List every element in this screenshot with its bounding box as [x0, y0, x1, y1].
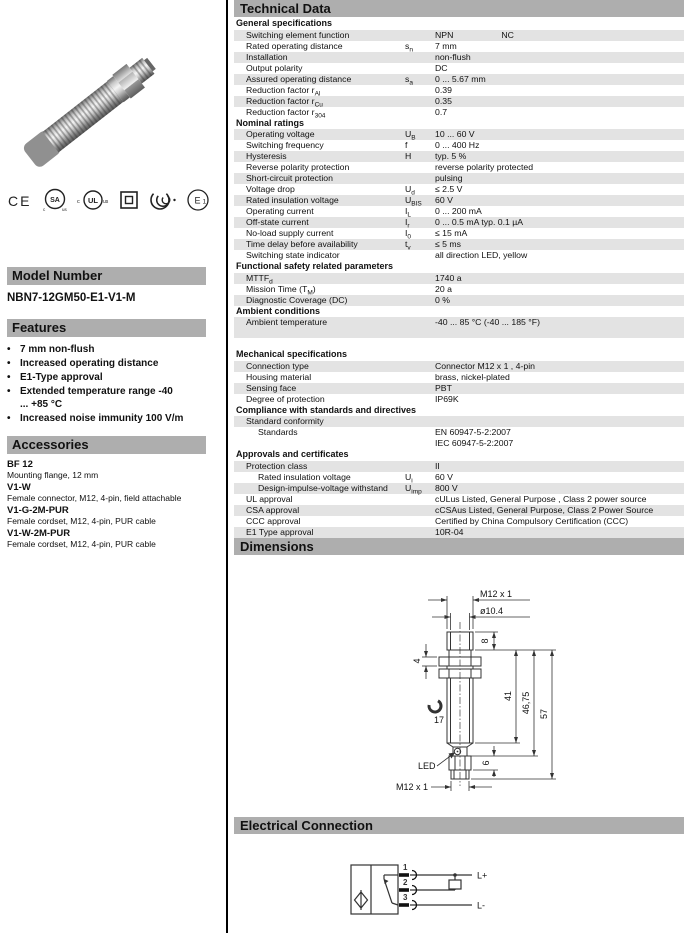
- spec-symbol: $U_d$: [405, 184, 415, 197]
- spec-symbol: [405, 52, 435, 63]
- spec-row: [234, 151, 684, 162]
- wiring-diagram: [234, 855, 684, 933]
- dim-label: 6: [481, 760, 491, 766]
- spec-section-title: General specifications: [236, 18, 333, 28]
- spec-label: Off-state current: [246, 217, 309, 227]
- terminal-minus-label: L-: [477, 900, 486, 911]
- svg-text:us: us: [62, 207, 67, 212]
- spec-row: [234, 228, 684, 239]
- spec-value: Connector M12 x 1 , 4-pin: [435, 360, 535, 371]
- spec-section-title: Ambient conditions: [236, 305, 320, 316]
- spec-label: CCC approval: [246, 515, 301, 526]
- feature-item: • E1-Type approval: [7, 372, 103, 383]
- spec-value: 0 ... 0.5 mA typ. 0.1 µA: [435, 217, 524, 227]
- spec-label: Sensing face: [246, 382, 297, 393]
- accessory-name: V1-G-2M-PUR: [7, 505, 69, 516]
- spec-value: PBT: [435, 382, 452, 393]
- spec-row-spacer: [234, 338, 684, 349]
- spec-row: [234, 383, 684, 394]
- spec-value: ≤ 15 mA: [435, 228, 468, 238]
- spec-row: [234, 516, 684, 527]
- spec-value: ≤ 5 ms: [435, 239, 462, 249]
- feature-item: • Increased operating distance: [7, 358, 159, 369]
- spec-label: Installation: [246, 51, 288, 62]
- spec-row: [234, 284, 684, 295]
- spec-label: Rated operating distance: [246, 40, 343, 51]
- dim-label: 4: [412, 658, 422, 664]
- spec-symbol: f: [405, 140, 408, 150]
- insulation-class-ii-icon: [116, 187, 142, 213]
- spec-value: 10 ... 60 V: [435, 129, 475, 139]
- spec-symbol: [405, 394, 435, 405]
- spec-row: [234, 250, 684, 261]
- right-column: [234, 0, 684, 933]
- spec-value: 20 a: [435, 283, 452, 294]
- spec-value: -40 ... 85 °C (-40 ... 185 °F): [435, 317, 540, 327]
- spec-value: 0.7: [435, 106, 448, 117]
- spec-section-title: Compliance with standards and directives: [236, 404, 417, 415]
- spec-symbol: [405, 494, 435, 505]
- accessory-desc: Mounting flange, 12 mm: [7, 470, 99, 480]
- spec-value: 60 V: [435, 195, 453, 205]
- spec-symbol: [405, 317, 435, 338]
- spec-row: [234, 129, 684, 140]
- spec-symbol: [405, 516, 435, 527]
- spec-symbol: [405, 96, 435, 107]
- spec-symbol: [405, 505, 435, 516]
- dim-label: 8: [480, 638, 490, 644]
- spec-symbol: [405, 30, 435, 41]
- spec-row: [234, 394, 684, 405]
- spec-row: [234, 217, 684, 228]
- svg-text:CE: CE: [8, 193, 32, 209]
- svg-text:us: us: [103, 199, 109, 205]
- dim-label: 41: [503, 690, 513, 702]
- spec-symbol: $s_a$: [405, 73, 413, 87]
- spec-value: brass, nickel-plated: [435, 371, 510, 382]
- electrical-connection-header: Electrical Connection: [234, 817, 684, 834]
- dim-label: 57: [539, 708, 549, 720]
- features-header: Features: [7, 319, 206, 337]
- wrench-size-label: 17: [433, 715, 445, 725]
- dimensions-header: Dimensions: [234, 538, 684, 555]
- certification-row: [6, 187, 214, 213]
- bullet-icon: •: [7, 413, 11, 424]
- spec-row: [234, 295, 684, 306]
- spec-section-title: Approvals and certificates: [236, 449, 349, 459]
- spec-value: 60 V: [435, 471, 453, 482]
- spec-label: Rated insulation voltage: [246, 195, 339, 205]
- spec-row: [234, 273, 684, 284]
- product-photo: [12, 4, 212, 184]
- terminal-plus-label: L+: [477, 870, 488, 881]
- svg-text:SA: SA: [50, 197, 61, 204]
- spec-row: [234, 239, 684, 250]
- spec-symbol: [405, 383, 435, 394]
- spec-label: Design-impulse-voltage withstand: [258, 482, 388, 493]
- spec-row: [234, 361, 684, 372]
- spec-label: No-load supply current: [246, 228, 334, 238]
- bullet-icon: •: [7, 386, 11, 397]
- svg-text:UL: UL: [88, 196, 99, 205]
- spec-row: [234, 461, 684, 472]
- accessory-item: [7, 482, 212, 503]
- spec-row: [234, 74, 684, 85]
- accessories-header: Accessories: [7, 436, 206, 454]
- spec-symbol: H: [405, 151, 412, 161]
- spec-label: Voltage drop: [246, 184, 295, 194]
- technical-table: [234, 18, 684, 538]
- spec-label: Standards: [258, 427, 298, 437]
- spec-value: non-flush: [435, 51, 471, 62]
- spec-row: [234, 30, 684, 41]
- bullet-icon: •: [7, 358, 11, 369]
- feature-item: • Extended temperature range -40 ... +85 °C: [7, 386, 173, 410]
- accessory-desc: Female cordset, M12, 4-pin, PUR cable: [7, 539, 156, 549]
- spec-label: Mission Time $(T_M)$: [246, 283, 316, 295]
- spec-row: [234, 494, 684, 505]
- spec-section-title: Mechanical specifications: [236, 349, 348, 359]
- spec-symbol: [405, 250, 435, 261]
- spec-symbol: $U_{BIS}$: [405, 195, 422, 208]
- junction-dot: [453, 873, 457, 877]
- spec-symbol: [405, 85, 435, 96]
- spec-symbol: $I_r$: [405, 217, 410, 230]
- accessory-item: [7, 528, 212, 549]
- load-resistor: [449, 880, 461, 889]
- spec-value: Certified by China Compulsory Certification (CCC): [435, 515, 629, 526]
- dim-label: M12 x 1: [480, 589, 513, 599]
- spec-symbol: [405, 273, 435, 284]
- pin-number: 1: [403, 863, 408, 872]
- svg-text:c: c: [43, 207, 46, 212]
- spec-symbol: [405, 427, 435, 449]
- accessory-desc: Female cordset, M12, 4-pin, PUR cable: [7, 516, 156, 526]
- spec-symbol: $I_0$: [405, 228, 412, 241]
- spec-row: [234, 427, 684, 449]
- spec-row: [234, 41, 684, 52]
- accessory-name: BF 12: [7, 459, 33, 470]
- spec-section-title: Functional safety related parameters: [236, 261, 394, 271]
- spec-row: [234, 416, 684, 427]
- dim-label: M12 x 1: [395, 782, 428, 792]
- spec-label: Ambient temperature: [246, 317, 328, 327]
- spec-symbol: [405, 162, 435, 173]
- spec-value: 0.39: [435, 84, 452, 95]
- wrench-icon: [427, 698, 443, 714]
- spec-row: [234, 140, 684, 151]
- spec-value: NPN NC: [435, 29, 514, 40]
- spec-label: Degree of protection: [246, 393, 325, 404]
- spec-label: Reduction factor $r_{Al}$: [246, 84, 321, 96]
- spec-symbol: [405, 63, 435, 74]
- spec-row: [234, 96, 684, 107]
- technical-data-header: Technical Data: [234, 0, 684, 17]
- spec-label: Connection type: [246, 360, 309, 371]
- accessory-name: V1-W: [7, 482, 31, 493]
- sensor-symbol-box: [351, 865, 398, 914]
- spec-label: Rated insulation voltage: [258, 471, 351, 482]
- spec-label: Output polarity: [246, 62, 303, 73]
- spec-value: all direction LED, yellow: [435, 250, 528, 260]
- spec-symbol: [405, 284, 435, 295]
- accessory-desc: Female connector, M12, 4-pin, field attachable: [7, 493, 182, 503]
- spec-label: Short-circuit protection: [246, 173, 333, 183]
- spec-row: [234, 184, 684, 195]
- spec-row: [234, 317, 684, 338]
- spec-label: Switching element function: [246, 29, 350, 40]
- spec-symbol: [405, 107, 435, 118]
- cul-us-mark-icon: [76, 187, 110, 213]
- spec-row: [234, 52, 684, 63]
- svg-text:1: 1: [202, 198, 207, 206]
- spec-value: ≤ 2.5 V: [435, 184, 463, 194]
- features-list: [7, 343, 206, 426]
- accessory-item: [7, 505, 212, 526]
- spec-value: II: [435, 460, 440, 471]
- spec-label: Switching state indicator: [246, 250, 340, 260]
- left-column: [0, 0, 226, 933]
- spec-symbol: $I_L$: [405, 206, 412, 219]
- spec-value: 0 ... 400 Hz: [435, 140, 480, 150]
- spec-row: [234, 372, 684, 383]
- spec-symbol: [405, 295, 435, 306]
- spec-symbol: $U_{imp}$: [405, 482, 422, 496]
- spec-row: [234, 505, 684, 516]
- ccc-mark-icon: [147, 187, 179, 213]
- dim-label: 46,75: [521, 691, 531, 715]
- spec-value: 0 ... 200 mA: [435, 206, 482, 216]
- spec-label: Assured operating distance: [246, 73, 352, 84]
- feature-item: • 7 mm non-flush: [7, 344, 95, 355]
- spec-value: typ. 5 %: [435, 151, 467, 161]
- spec-label: CSA approval: [246, 504, 300, 515]
- spec-row: [234, 206, 684, 217]
- accessories-list: [7, 459, 212, 551]
- accessory-name: V1-W-2M-PUR: [7, 528, 71, 539]
- spec-symbol: $t_v$: [405, 239, 411, 252]
- technical-data-section: [234, 0, 684, 538]
- spec-value: 800 V: [435, 482, 458, 493]
- spec-symbol: [405, 173, 435, 184]
- ce-mark-icon: [6, 187, 36, 213]
- spec-label: Reverse polarity protection: [246, 162, 350, 172]
- bullet-icon: •: [7, 372, 11, 383]
- spec-symbol: [405, 461, 435, 472]
- bullet-icon: •: [7, 344, 11, 355]
- spec-label: Operating current: [246, 206, 314, 216]
- spec-value: 1740 a: [435, 272, 462, 283]
- spec-value: [435, 416, 684, 427]
- dim-label: ø10.4: [480, 606, 504, 616]
- spec-label: Protection class: [246, 460, 308, 471]
- spec-row: [234, 195, 684, 206]
- svg-text:c: c: [77, 199, 81, 205]
- spec-label: Diagnostic Coverage (DC): [246, 294, 348, 305]
- spec-value: 0 %: [435, 294, 450, 305]
- spec-row: [234, 107, 684, 118]
- spec-symbol: [405, 361, 435, 372]
- spec-value: 10R-04: [435, 526, 464, 537]
- spec-row: [234, 162, 684, 173]
- spec-value: cULus Listed, General Purpose , Class 2 power source: [435, 493, 647, 504]
- spec-value: EN 60947-5-2:2007 IEC 60947-5-2:2007: [435, 427, 514, 448]
- spec-label: Reduction factor $r_{Cu}$: [246, 95, 323, 107]
- spec-label: Time delay before availability: [246, 239, 358, 249]
- spec-label: $MTTF_d$: [246, 272, 273, 284]
- accessory-item: [7, 459, 212, 480]
- spec-value: reverse polarity protected: [435, 162, 534, 172]
- spec-symbol: [405, 372, 435, 383]
- spec-label: Standard conformity: [246, 416, 324, 426]
- spec-label: Operating voltage: [246, 129, 315, 139]
- spec-section-title: Nominal ratings: [236, 117, 305, 128]
- dimensions-section: [234, 538, 684, 810]
- spec-row: [234, 483, 684, 494]
- feature-item: • Increased noise immunity 100 V/m: [7, 413, 184, 424]
- spec-symbol: [405, 416, 435, 427]
- spec-value: 7 mm: [435, 40, 457, 51]
- pin-number: 3: [403, 893, 408, 902]
- spec-symbol: $U_i$: [405, 471, 413, 485]
- electrical-connection-section: [234, 817, 684, 933]
- model-number-header: Model Number: [7, 267, 206, 285]
- spec-label: UL approval: [246, 493, 293, 504]
- spec-value: DC: [435, 62, 448, 73]
- spec-value: pulsing: [435, 173, 463, 183]
- spec-label: Reduction factor $r_{304}$: [246, 106, 326, 118]
- spec-value: IP69K: [435, 393, 459, 404]
- spec-label: Switching frequency: [246, 140, 324, 150]
- spec-symbol: $U_B$: [405, 129, 416, 142]
- column-divider: [226, 0, 228, 933]
- spec-symbol: $s_n$: [405, 40, 413, 54]
- spec-value: 0.35: [435, 95, 452, 106]
- led-label: LED: [418, 761, 436, 771]
- svg-text:E: E: [194, 195, 201, 206]
- spec-value: cCSAus Listed, General Purpose, Class 2 Power Source: [435, 504, 654, 515]
- spec-row: [234, 173, 684, 184]
- spec-label: Housing material: [246, 371, 312, 382]
- spec-symbol: [405, 527, 435, 538]
- spec-label: E1 Type approval: [246, 526, 314, 537]
- spec-label: Hysteresis: [246, 151, 287, 161]
- csa-mark-icon: [41, 187, 71, 213]
- e1-mark-icon: [184, 187, 214, 213]
- dimension-drawing: [234, 560, 684, 810]
- spec-row: [234, 527, 684, 538]
- spec-row: [234, 85, 684, 96]
- pin-number: 2: [403, 878, 408, 887]
- spec-row: [234, 472, 684, 483]
- spec-value: 0 ... 5.67 mm: [435, 73, 486, 84]
- model-number-value: NBN7-12GM50-E1-V1-M: [7, 292, 136, 304]
- spec-row: [234, 63, 684, 74]
